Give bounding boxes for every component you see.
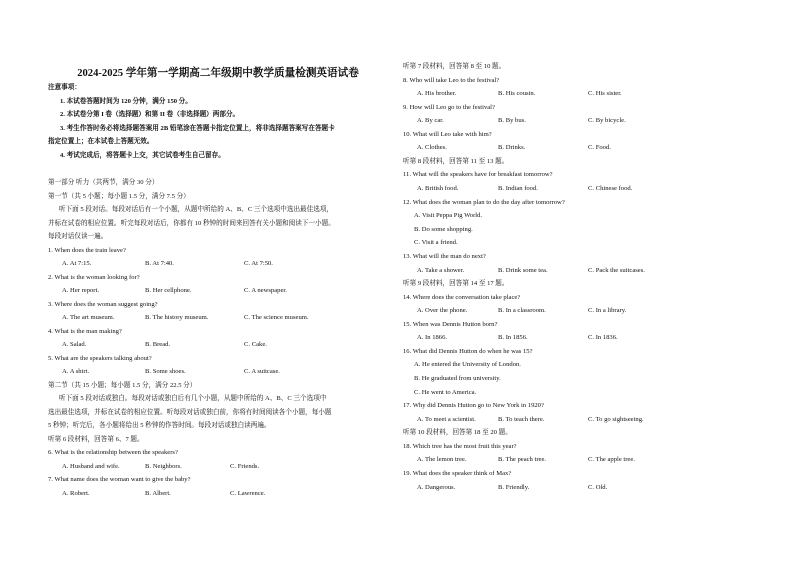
option-c: C. To go sightseeing. — [588, 415, 644, 423]
option-b: B. Friendly. — [498, 483, 530, 491]
option-a: A. He entered the University of London. — [414, 361, 521, 369]
option-a: A. The lemon tree. — [417, 456, 467, 464]
option-c: C. A suitcase. — [244, 368, 280, 375]
option-a: A. Visit Peppa Pig World. — [414, 212, 483, 220]
notice-heading: 注意事项： — [48, 84, 81, 91]
material-heading: 听第 8 段材料，回答第 11 至 13 题。 — [403, 157, 509, 165]
question-stem: 13. What will the man do next? — [403, 252, 486, 260]
option-a: A. The art museum. — [62, 314, 115, 321]
question-stem: 7. What name does the woman want to give the baby? — [48, 476, 191, 483]
question-stem: 16. What did Dennis Hutton do when he was 15? — [403, 347, 533, 355]
option-b: B. Albert. — [145, 489, 171, 497]
option-b: B. Some shoes. — [145, 368, 186, 375]
question-options — [403, 141, 763, 155]
question-stem: 8. Who will take Leo to the festival? — [403, 76, 500, 84]
question-options — [403, 87, 763, 101]
question-options — [48, 338, 398, 352]
option-a: A. British food. — [417, 185, 459, 193]
option-a: A. By car. — [417, 117, 444, 125]
section2-heading: 第二节（共 15 小题；每小题 1.5 分，满分 22.5 分） — [48, 381, 197, 389]
notice-item: 2. 本试卷分第 I 卷（选择题）和第 II 卷（非选择题）两部分。 — [60, 111, 240, 118]
question-stem: 5. What are the speakers talking about? — [48, 354, 152, 362]
material-heading: 听第 6 段材料，回答第 6、7 题。 — [48, 435, 144, 443]
notice-item: 4. 考试完成后，将答题卡上交，其它试卷考生自己留存。 — [60, 151, 225, 159]
question-options — [48, 257, 398, 271]
option-b: B. The history museum. — [145, 314, 209, 321]
option-c: C. Pack the suitcases. — [588, 266, 645, 274]
material-heading: 听第 10 段材料，回答第 18 至 20 题。 — [403, 429, 512, 437]
section2-instructions: 5 秒钟；听完后，各小题将给出 5 秒钟的作答时间。每段对话或独白读两遍。 — [48, 422, 271, 429]
question-stem: 18. Which tree has the most fruit this year? — [403, 442, 517, 450]
option-c: C. The apple tree. — [588, 456, 635, 464]
option-c: C. His sister. — [588, 90, 622, 98]
option-b: B. By bus. — [498, 117, 526, 125]
left-column — [48, 176, 398, 500]
question-options — [48, 365, 398, 379]
question-options — [403, 331, 763, 345]
option-b: B. To teach there. — [498, 415, 545, 423]
option-b: B. Neighbors. — [145, 462, 182, 470]
question-options — [403, 182, 763, 196]
option-b: B. The peach tree. — [498, 456, 547, 464]
option-b: B. Do some shopping. — [414, 225, 473, 233]
option-b: B. Drink some tea. — [498, 266, 548, 274]
section2-instructions: 选出最佳选项，并标在试卷的相应位置。听每段对话或独白前，你将有时间阅读各个小题，每小题 — [48, 408, 332, 416]
option-c: C. Friends. — [230, 462, 260, 470]
option-c: C. He went to America. — [414, 388, 477, 396]
option-b: B. In 1856. — [498, 334, 528, 342]
option-a: A. Clothes. — [417, 144, 447, 152]
option-c: C. The science museum. — [244, 314, 309, 321]
option-a: A. Take a shower. — [417, 266, 465, 274]
material-heading: 听第 9 段材料，回答第 14 至 17 题。 — [403, 280, 509, 288]
option-c: C. Chinese food. — [588, 185, 633, 193]
question-options — [48, 284, 398, 298]
question-options — [403, 304, 763, 318]
option-a: A. Her report. — [62, 287, 99, 294]
question-options — [48, 487, 398, 501]
option-a: A. Salad. — [62, 341, 87, 348]
notice-block — [48, 81, 396, 162]
question-stem: 2. What is the woman looking for? — [48, 273, 140, 281]
question-stem: 12. What does the woman plan to do the day after tomorrow? — [403, 198, 565, 206]
part-heading: 第一部分 听力（共两节，满分 30 分） — [48, 179, 159, 186]
option-c: C. Old. — [588, 483, 608, 491]
question-stem: 19. What does the speaker think of Max? — [403, 469, 512, 477]
option-c: C. In 1836. — [588, 334, 618, 342]
question-stem: 10. What will Leo take with him? — [403, 130, 492, 138]
question-stem: 14. Where does the conversation take place? — [403, 293, 521, 301]
option-b: B. Indian food. — [498, 185, 538, 193]
question-options — [403, 413, 763, 427]
question-stem: 9. How will Leo go to the festival? — [403, 103, 495, 111]
option-a: A. A shirt. — [62, 368, 90, 375]
option-a: A. Over the phone. — [417, 307, 468, 315]
option-c: C. At 7:50. — [244, 260, 273, 267]
option-c: C. Cake. — [244, 341, 267, 348]
question-stem: 4. What is the man making? — [48, 327, 122, 335]
question-options — [403, 481, 763, 495]
option-b: B. In a classroom. — [498, 307, 546, 315]
option-c: C. Visit a friend. — [414, 239, 458, 247]
option-b: B. Bread. — [145, 341, 171, 348]
material-heading: 听第 7 段材料，回答第 8 至 10 题。 — [403, 63, 506, 70]
option-a: A. His brother. — [417, 90, 457, 98]
option-c: C. By bicycle. — [588, 117, 626, 125]
question-options — [48, 311, 398, 325]
option-a: A. Robert. — [62, 489, 90, 497]
section1-instructions: 并标在试卷的相应位置。听完每段对话后，你都有 10 秒钟的时间来回答有关小题和阅读下一小题。 — [48, 219, 335, 227]
option-c: C. In a library. — [588, 307, 627, 315]
question-options — [403, 114, 763, 128]
page-title: 2024-2025 学年第一学期高二年级期中教学质量检测英语试卷 — [77, 68, 359, 79]
option-b: B. Drinks. — [498, 144, 526, 152]
section1-instructions: 每段对话仅读一遍。 — [48, 233, 108, 240]
section2-instructions: 听下面 5 段对话或独白。每段对话或独白后有几个小题，从题中所给的 A、B、C 三个选项中 — [59, 395, 327, 402]
option-b: B. Her cellphone. — [145, 287, 192, 294]
question-stem: 1. When does the train leave? — [48, 246, 126, 254]
question-stem: 11. What will the speakers have for breakfast tomorrow? — [403, 171, 553, 179]
notice-item: 3. 考生作答时务必将选择题答案用 2B 铅笔涂在答题卡指定位置上，将非选择题答案写在答题卡 — [60, 124, 335, 132]
option-c: C. Lawrence. — [230, 489, 266, 497]
question-stem: 15. When was Dennis Hutton born? — [403, 320, 498, 328]
question-options — [403, 264, 763, 278]
section1-heading: 第一节（共 5 小题；每小题 1.5 分，满分 7.5 分） — [48, 192, 190, 200]
right-column — [403, 60, 763, 494]
question-stem: 17. Why did Dennis Hutton go to New York in 1920? — [403, 402, 544, 410]
notice-item: 1. 本试卷答题时间为 120 分钟，满分 150 分。 — [60, 97, 192, 105]
option-b: B. His cousin. — [498, 90, 536, 98]
section1-instructions: 听下面 5 段对话。每段对话后有一个小题，从题中所给的 A、B、C 三个选项中选出最佳选项， — [59, 206, 334, 213]
option-a: A. At 7:15. — [62, 260, 92, 267]
option-b: B. At 7:40. — [145, 260, 174, 267]
question-options — [48, 460, 398, 474]
notice-item: 指定位置上；在本试卷上答题无效。 — [48, 138, 154, 145]
option-a: A. In 1866. — [417, 334, 448, 342]
option-c: C. A newspaper. — [244, 287, 287, 294]
option-b: B. He graduated from university. — [414, 375, 501, 382]
option-a: A. Dangerous. — [417, 483, 456, 491]
option-a: A. Husband and wife. — [62, 462, 120, 470]
option-a: A. To meet a scientist. — [417, 415, 476, 423]
option-c: C. Food. — [588, 144, 611, 152]
question-stem: 6. What is the relationship between the speakers? — [48, 449, 178, 456]
question-options — [403, 453, 763, 467]
question-stem: 3. Where does the woman suggest going? — [48, 300, 158, 308]
